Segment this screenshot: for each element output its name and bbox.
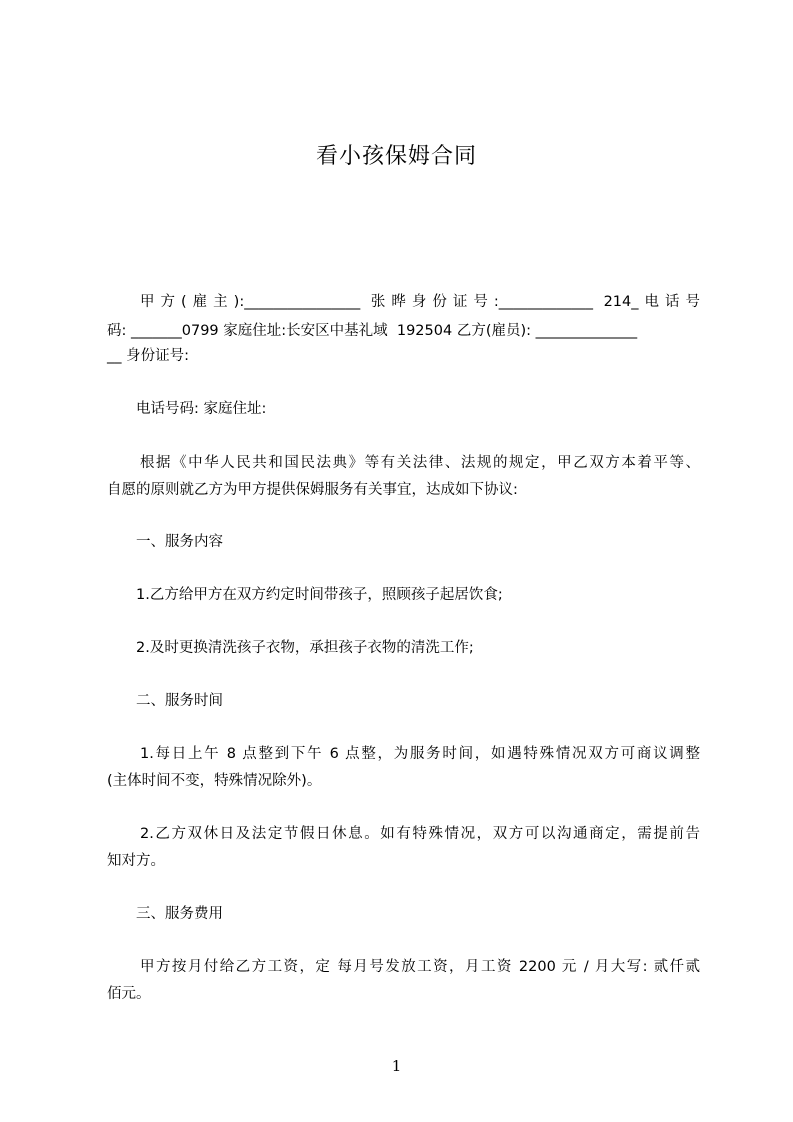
document-title: 看小孩保姆合同 [315,144,477,169]
section-1-item-2: 2.及时更换清洗孩子衣物，承担孩子衣物的清洗工作; [136,640,474,656]
section-2-item-2-line-2: 知对方。 [107,853,165,869]
intro-line-2: 自愿的原则就乙方为甲方提供保姆服务有关事宜，达成如下协议: [107,482,518,498]
parties-line-3: __ 身份证号: [107,348,189,364]
section-2-item-1-line-1: 1.每日上午 8 点整到下午 6 点整，为服务时间，如遇特殊情况双方可商议调整 [140,746,700,762]
parties-line-1: 甲方(雇主):________________ 张晔身份证号:_____________ 214_电话号 [140,294,700,310]
section-3-line-2: 佰元。 [107,986,151,1002]
section-1-item-1: 1.乙方给甲方在双方约定时间带孩子，照顾孩子起居饮食; [136,587,503,603]
page-number: 1 [391,1057,402,1075]
section-2-heading: 二、服务时间 [136,693,223,709]
section-3-line-1: 甲方按月付给乙方工资，定 每月号发放工资，月工资 2200 元 / 月大写: 贰仟贰 [140,959,700,975]
section-3-heading: 三、服务费用 [136,906,223,922]
parties-line-4: 电话号码: 家庭住址: [136,401,267,417]
intro-line-1: 根据《中华人民共和国民法典》等有关法律、法规的规定，甲乙双方本着平等、 [140,455,700,471]
section-2-item-1-line-2: (主体时间不变，特殊情况除外)。 [107,773,322,789]
section-2-item-2-line-1: 2.乙方双休日及法定节假日休息。如有特殊情况，双方可以沟通商定，需提前告 [140,826,700,842]
section-1-heading: 一、服务内容 [136,534,223,550]
parties-line-2: 码: _______0799 家庭住址:长安区中基礼域 192504 乙方(雇员): ______________ [107,323,638,339]
